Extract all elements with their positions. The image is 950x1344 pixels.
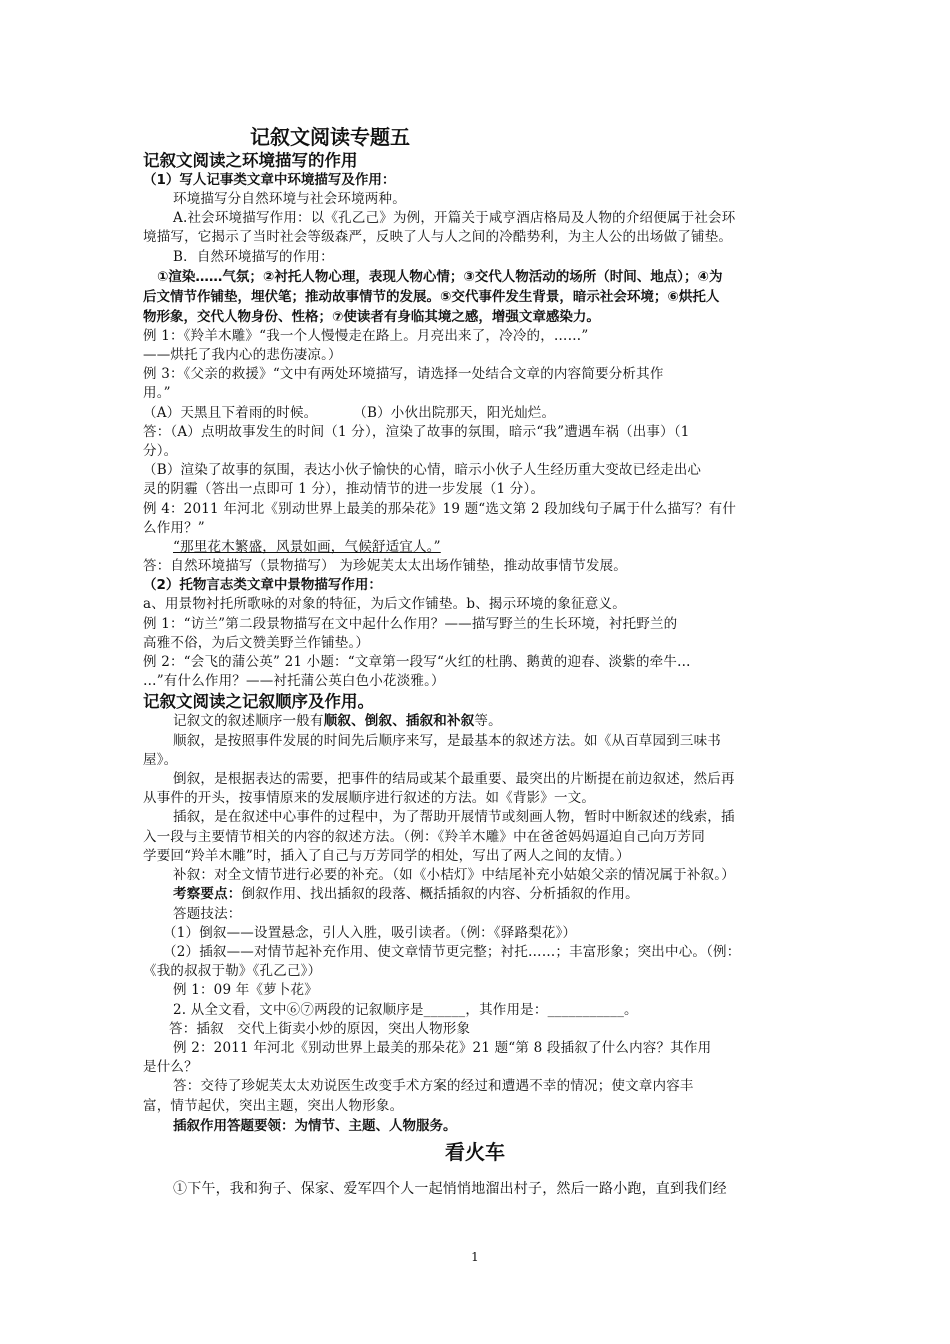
example: 例 2：2011 年河北《别动世界上最美的那朵花》21 题“第 8 段插叙了什么内容？其作用	[173, 1039, 712, 1056]
paragraph: B．自然环境描写的作用：	[173, 248, 334, 265]
story-paragraph: ①下午，我和狗子、保家、爱军四个人一起悄悄地溜出村子，然后一路小跑，直到我们经	[173, 1180, 727, 1197]
paragraph: 顺叙，是按照事件发展的时间先后顺序来写，是最基本的叙述方法。如《从百草园到三味书	[173, 732, 721, 749]
paragraph: 学要回“羚羊木雕”时，插入了自己与万芳同学的相处，写出了两人之间的友情。）	[143, 847, 630, 864]
example: 例 1：09 年《萝卜花》	[173, 982, 318, 999]
text-run: 倒叙作用、找出插叙的段落、概括插叙的内容、分析插叙的作用。	[241, 886, 639, 903]
paragraph: 环境描写分自然环境与社会环境两种。	[173, 191, 406, 207]
paragraph: 补叙：对全文情节进行必要的补充。（如《小桔灯》中结尾补充小姑娘父亲的情况属于补叙。）	[173, 867, 735, 884]
document-page	[143, 124, 807, 1200]
example: 2. 从全文看，文中⑥⑦两段的记叙顺序是______，其作用是：___________。	[173, 1001, 638, 1018]
paragraph: A.社会环境描写作用：以《孔乙己》为例，开篇关于咸亨酒店格局及人物的介绍便属于社会环	[173, 210, 736, 227]
page-number: 1	[471, 1250, 479, 1264]
answer: 答：自然环境描写（景物描写） 为珍妮芙太太出场作铺垫，推动故事情节发展。	[143, 558, 627, 575]
example: 例 4：2011 年河北《别动世界上最美的那朵花》19 题“选文第 2 段加线句子属于什么描写？有什	[143, 500, 737, 517]
example: 高雅不俗，为后文赞美野兰作铺垫。）	[143, 634, 370, 651]
paragraph: a、用景物衬托所歌咏的对象的特征，为后文作铺垫。b、揭示环境的象征意义。	[143, 596, 626, 613]
paragraph: 境描写，它揭示了当时社会等级森严，反映了人与人之间的冷酷势利，为主人公的出场做了铺垫。	[143, 229, 733, 246]
example: ——烘托了我内心的悲伤凄凉。）	[143, 347, 342, 364]
bold-run: 考察要点：	[173, 886, 242, 903]
paragraph: 答题技法：	[173, 905, 242, 922]
answer: 富，情节起伏，突出主题，突出人物形象。	[143, 1097, 404, 1114]
text-run: 等。	[474, 713, 502, 730]
bold-list-line: 物形象，交代人物身份、性格；⑦使读者有身临其境之感，增强文章感染力。	[143, 308, 600, 325]
paragraph: （1）倒叙——设置悬念，引人入胜，吸引读者。（例：《驿路梨花》）	[163, 924, 577, 941]
paragraph: 屋》。	[143, 751, 178, 768]
bold-run: 顺叙、倒叙、插叙和补叙	[323, 713, 475, 730]
answer: （B）渲染了故事的氛围，表达小伙子愉快的心情，暗示小伙子人生经历重大变故已经走出心	[143, 462, 702, 479]
answer: 分）。	[143, 443, 178, 460]
story-title: 看火车	[445, 1139, 505, 1164]
paragraph: 入一段与主要情节相关的内容的叙述方法。（例：《羚羊木雕》中在爸爸妈妈逼迫自己向万芳同	[143, 828, 705, 845]
page-title: 记叙文阅读专题五	[250, 125, 410, 149]
paragraph	[143, 885, 807, 904]
answer: 答：交待了珍妮芙太太劝说医生改变手术方案的经过和遭遇不幸的情况；使文章内容丰	[173, 1078, 694, 1095]
key-point: 插叙作用答题要领：为情节、主题、人物服务。	[173, 1117, 457, 1134]
example: 例 3：《父亲的救援》“文中有两处环境描写，请选择一处结合文章的内容简要分析其作	[143, 366, 664, 383]
subheading-1: （1）写人记事类文章中环境描写及作用：	[143, 172, 396, 188]
example: 是什么？	[143, 1059, 198, 1076]
text-run: 记叙文的叙述顺序一般有	[173, 713, 324, 730]
answer: 灵的阴霾（答出一点即可 1 分），推动情节的进一步发展（1 分）。	[143, 481, 545, 498]
section-heading-order: 记叙文阅读之记叙顺序及作用。	[143, 692, 374, 712]
example: 例 1：“访兰”第二段景物描写在文中起什么作用？——描写野兰的生长环境，衬托野兰的	[143, 615, 678, 632]
example: …”有什么作用？——衬托蒲公英白色小花淡雅。）	[143, 673, 445, 690]
answer: 答：（A）点明故事发生的时间（1 分），渲染了故事的氛围，暗示“我”遭遇车祸（出事）（1	[143, 423, 690, 440]
example: 例 1：《羚羊木雕》“我一个人慢慢走在路上。月亮出来了，冷冷的，……”	[143, 327, 589, 344]
underlined-quote: “那里花木繁盛，风景如画，气候舒适宜人。”	[173, 539, 441, 556]
subheading-2: （2）托物言志类文章中景物描写作用：	[143, 577, 382, 594]
bold-list-line: 后文情节作铺垫，埋伏笔；推动故事情节的发展。⑤交代事件发生背景，暗示社会环境；⑥烘托人	[143, 288, 720, 305]
paragraph: 《我的叔叔于勒》《孔乙己》）	[143, 963, 322, 980]
paragraph: 倒叙，是根据表达的需要，把事件的结局或某个最重要、最突出的片断提在前边叙述，然后再	[173, 771, 735, 788]
section-heading-environment: 记叙文阅读之环境描写的作用	[143, 151, 358, 170]
example: 用。”	[143, 385, 171, 402]
example: 例 2：“会飞的蒲公英” 21 小题：“文章第一段写“火红的杜鹃、鹅黄的迎春、淡紫的牵牛…	[143, 654, 691, 671]
paragraph	[143, 712, 807, 731]
example: 么作用？”	[143, 519, 205, 536]
bold-list-line: ①渲染……气氛；②衬托人物心理，表现人物心情；③交代人物活动的场所（时间、地点）；④为	[157, 268, 723, 285]
paragraph: （2）插叙——对情节起补充作用、使文章情节更完整；衬托……；丰富形象；突出中心。（例：	[163, 943, 741, 960]
answer: 答：插叙 交代上街卖小炒的原因，突出人物形象	[169, 1020, 471, 1037]
paragraph: 插叙，是在叙述中心事件的过程中，为了帮助开展情节或刻画人物，暂时中断叙述的线索，插	[173, 809, 735, 826]
example-options: （A）天黑且下着雨的时候。 （B）小伙出院那天，阳光灿烂。	[143, 404, 556, 421]
paragraph: 从事件的开头，按事情原来的发展顺序进行叙述的方法。如《背影》一文。	[143, 790, 596, 807]
